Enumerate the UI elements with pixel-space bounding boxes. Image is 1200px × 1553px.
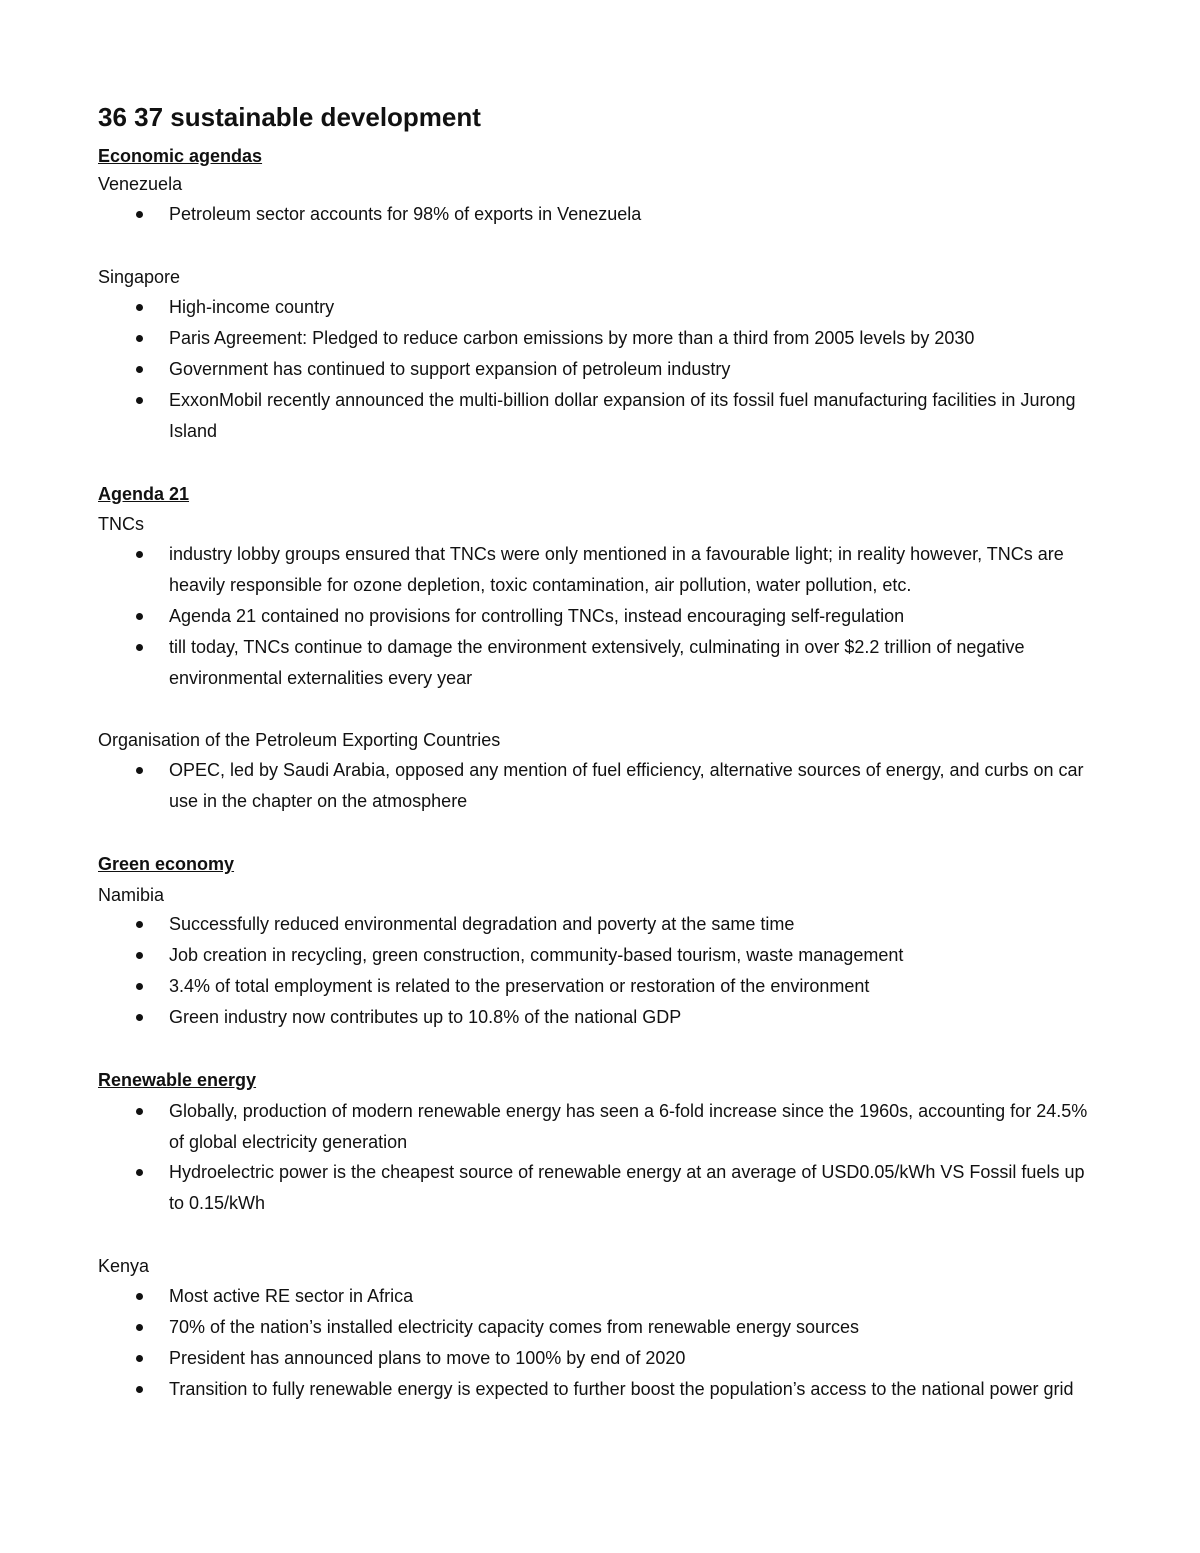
section-heading-economic-agendas: Economic agendas bbox=[98, 146, 263, 166]
subheading-tncs: TNCs bbox=[98, 514, 144, 534]
list-item: ExxonMobil recently announced the multi-billion dollar expansion of its fossil fuel manufacturing facilities in Jurong Island bbox=[136, 385, 1096, 447]
list-item: industry lobby groups ensured that TNCs were only mentioned in a favourable light; in reality however, TNCs are heavily responsible for ozone depletion, toxic contamination, air pollution, water pollution, etc. bbox=[136, 539, 1096, 601]
list-item: Government has continued to support expansion of petroleum industry bbox=[136, 354, 1096, 385]
bullet-icon bbox=[136, 952, 143, 959]
bullet-icon bbox=[136, 1324, 143, 1331]
page-title: 36 37 sustainable development bbox=[98, 102, 481, 132]
list-item: Transition to fully renewable energy is expected to further boost the population’s access to the national power grid bbox=[136, 1374, 1096, 1405]
bullet-icon bbox=[136, 1014, 143, 1021]
list-item: 3.4% of total employment is related to the preservation or restoration of the environment bbox=[136, 971, 1096, 1002]
bullet-icon bbox=[136, 551, 143, 558]
subheading-singapore: Singapore bbox=[98, 267, 181, 287]
section-heading-green-economy: Green economy bbox=[98, 854, 235, 874]
list-item: Paris Agreement: Pledged to reduce carbon emissions by more than a third from 2005 levels by 2030 bbox=[136, 323, 1096, 354]
bullet-icon bbox=[136, 1293, 143, 1300]
list-item: High-income country bbox=[136, 292, 1096, 323]
bullet-icon bbox=[136, 767, 143, 774]
list-item: Hydroelectric power is the cheapest source of renewable energy at an average of USD0.05/kWh VS Fossil fuels up to 0.15/kWh bbox=[136, 1157, 1096, 1219]
subheading-namibia: Namibia bbox=[98, 885, 165, 905]
bullet-icon bbox=[136, 1108, 143, 1115]
bullet-icon bbox=[136, 1169, 143, 1176]
list-item: Green industry now contributes up to 10.8% of the national GDP bbox=[136, 1002, 1096, 1033]
bullet-icon bbox=[136, 304, 143, 311]
subheading-opec: Organisation of the Petroleum Exporting Countries bbox=[98, 730, 501, 750]
list-item: OPEC, led by Saudi Arabia, opposed any mention of fuel efficiency, alternative sources of energy, and curbs on car use in the chapter on the atmosphere bbox=[136, 755, 1096, 817]
list-item: President has announced plans to move to 100% by end of 2020 bbox=[136, 1343, 1096, 1374]
list-item: Agenda 21 contained no provisions for controlling TNCs, instead encouraging self-regulation bbox=[136, 601, 1096, 632]
list-item: Job creation in recycling, green construction, community-based tourism, waste management bbox=[136, 940, 1096, 971]
bullet-icon bbox=[136, 1355, 143, 1362]
list-item: Successfully reduced environmental degradation and poverty at the same time bbox=[136, 909, 1096, 940]
bullet-icon bbox=[136, 1386, 143, 1393]
list-item: Petroleum sector accounts for 98% of exports in Venezuela bbox=[136, 199, 1096, 230]
section-heading-renewable-energy: Renewable energy bbox=[98, 1070, 257, 1090]
bullet-icon bbox=[136, 613, 143, 620]
bullet-icon bbox=[136, 366, 143, 373]
subheading-venezuela: Venezuela bbox=[98, 174, 183, 194]
bullet-icon bbox=[136, 335, 143, 342]
bullet-icon bbox=[136, 211, 143, 218]
list-item: 70% of the nation’s installed electricity capacity comes from renewable energy sources bbox=[136, 1312, 1096, 1343]
bullet-icon bbox=[136, 644, 143, 651]
list-item: till today, TNCs continue to damage the environment extensively, culminating in over $2.2 trillion of negative environmental externalities every year bbox=[136, 632, 1096, 694]
bullet-icon bbox=[136, 921, 143, 928]
bullet-icon bbox=[136, 397, 143, 404]
list-item: Most active RE sector in Africa bbox=[136, 1281, 1096, 1312]
subheading-kenya: Kenya bbox=[98, 1256, 150, 1276]
bullet-icon bbox=[136, 983, 143, 990]
section-heading-agenda-21: Agenda 21 bbox=[98, 484, 190, 504]
list-item: Globally, production of modern renewable energy has seen a 6-fold increase since the 1960s, accounting for 24.5% of global electricity generation bbox=[136, 1096, 1096, 1158]
